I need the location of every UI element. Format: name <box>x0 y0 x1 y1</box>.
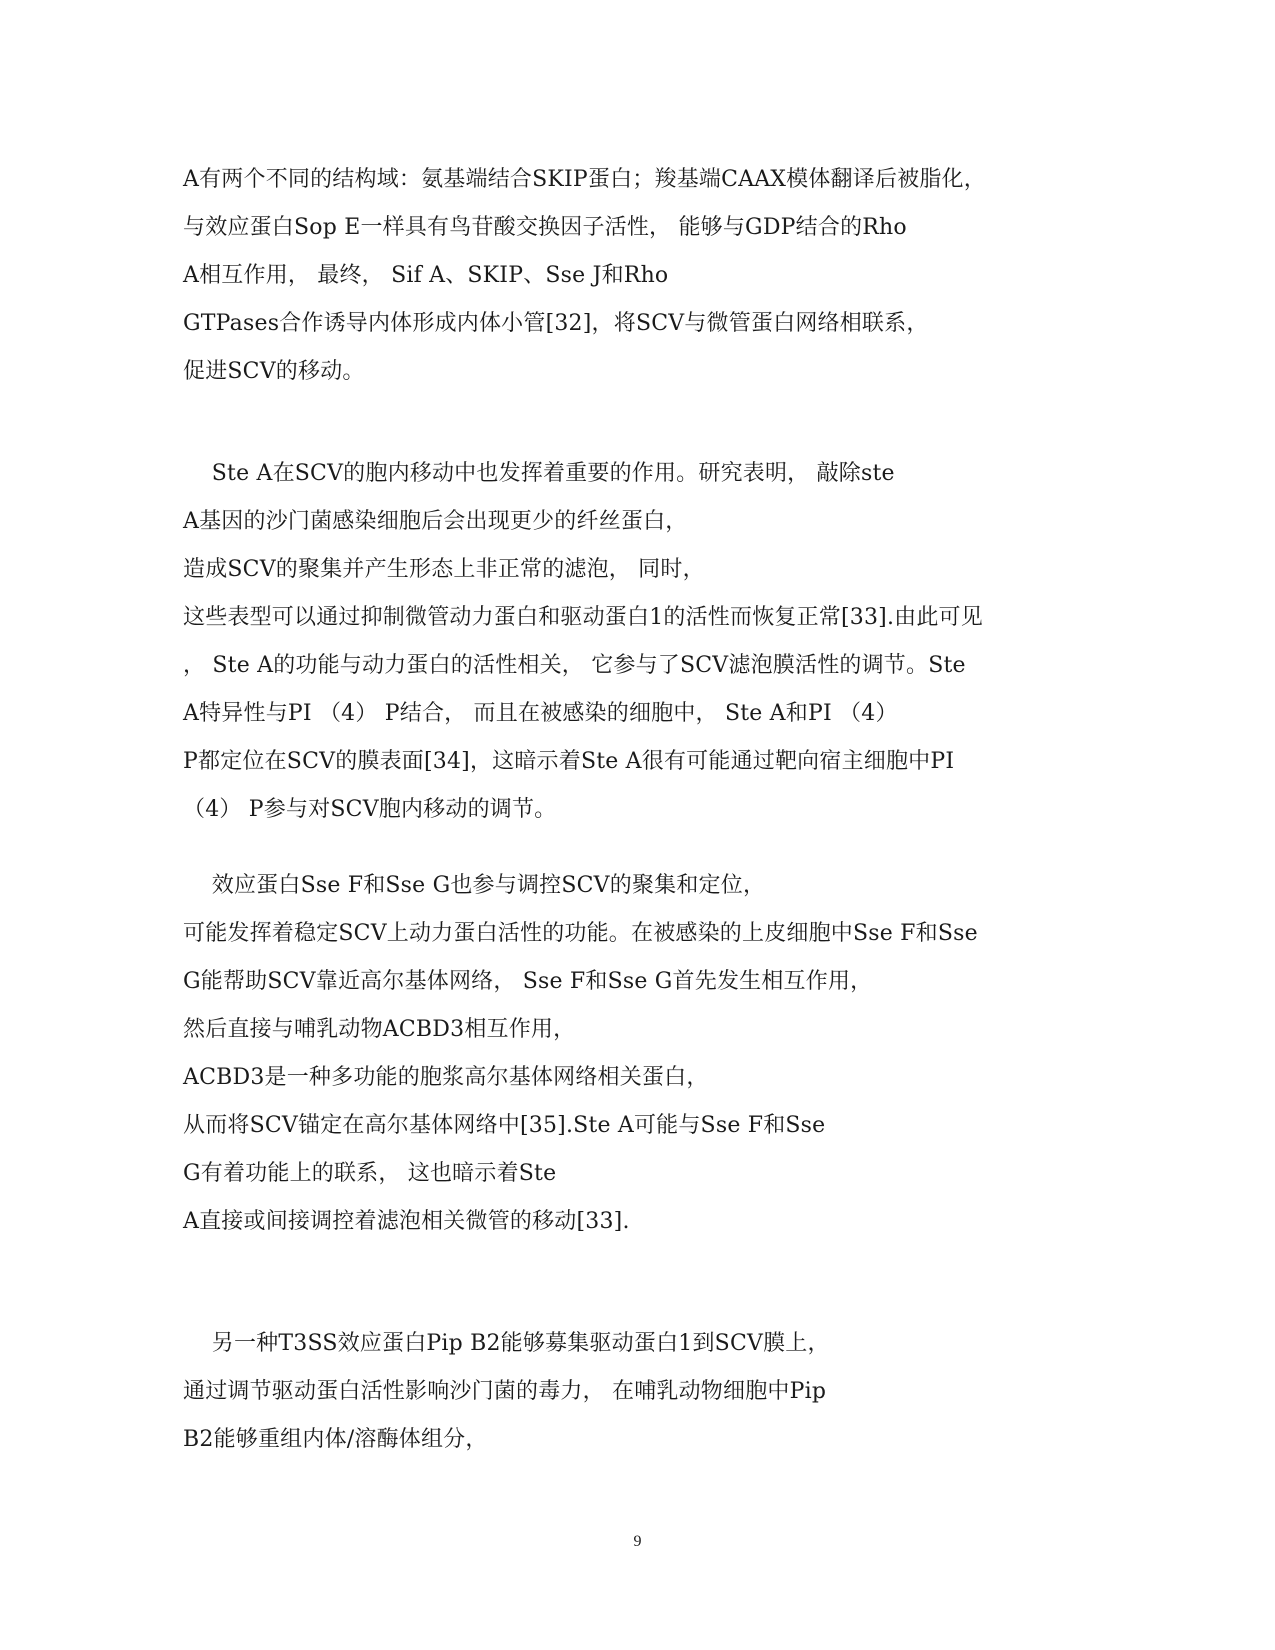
text-line: 通过调节驱动蛋白活性影响沙门菌的毒力， 在哺乳动物细胞中Pip <box>183 1379 827 1404</box>
text-line: （4） P参与对SCV胞内移动的调节。 <box>183 797 557 822</box>
text-line: A特异性与PI （4） P结合， 而且在被感染的细胞中， Ste A和PI （4） <box>183 701 898 726</box>
text-line: G能帮助SCV靠近高尔基体网络， Sse F和Sse G首先发生相互作用， <box>183 969 873 994</box>
paragraph-stea <box>183 450 1103 834</box>
text-line: 造成SCV的聚集并产生形态上非正常的滤泡， 同时， <box>183 557 705 582</box>
paragraph-pipb2 <box>183 1320 1103 1464</box>
text-line: Ste A在SCV的胞内移动中也发挥着重要的作用。研究表明， 敲除ste <box>183 461 895 486</box>
text-line: ACBD3是一种多功能的胞浆高尔基体网络相关蛋白， <box>183 1065 709 1090</box>
page-number: 9 <box>633 1533 642 1550</box>
text-line: 效应蛋白Sse F和Sse G也参与调控SCV的聚集和定位， <box>183 873 766 898</box>
text-line: A相互作用， 最终， Sif A、SKIP、Sse J和Rho <box>183 263 669 288</box>
text-line: 与效应蛋白Sop E一样具有鸟苷酸交换因子活性， 能够与GDP结合的Rho <box>183 215 907 240</box>
text-line: G有着功能上的联系， 这也暗示着Ste <box>183 1161 557 1186</box>
paragraph-ssef-sseg <box>183 862 1103 1246</box>
text-line: 这些表型可以通过抑制微管动力蛋白和驱动蛋白1的活性而恢复正常[33].由此可见 <box>183 605 983 630</box>
text-line: 促进SCV的移动。 <box>183 359 365 384</box>
text-line: 可能发挥着稳定SCV上动力蛋白活性的功能。在被感染的上皮细胞中Sse F和Sse <box>183 921 978 946</box>
text-line: P都定位在SCV的膜表面[34]，这暗示着Ste A很有可能通过靶向宿主细胞中PI <box>183 749 955 774</box>
text-line: B2能够重组内体/溶酶体组分， <box>183 1427 488 1452</box>
text-line: GTPases合作诱导内体形成内体小管[32]，将SCV与微管蛋白网络相联系， <box>183 311 929 336</box>
text-line: A直接或间接调控着滤泡相关微管的移动[33]. <box>183 1209 630 1234</box>
paragraph-sifa-skip <box>183 156 1103 396</box>
text-line: 另一种T3SS效应蛋白Pip B2能够募集驱动蛋白1到SCV膜上， <box>183 1331 830 1356</box>
text-line: 然后直接与哺乳动物ACBD3相互作用， <box>183 1017 576 1042</box>
text-line: A基因的沙门菌感染细胞后会出现更少的纤丝蛋白， <box>183 509 688 534</box>
text-line: A有两个不同的结构域：氨基端结合SKIP蛋白；羧基端CAAX模体翻译后被脂化， <box>183 167 986 192</box>
text-line: 从而将SCV锚定在高尔基体网络中[35].Ste A可能与Sse F和Sse <box>183 1113 826 1138</box>
text-line: ， Ste A的功能与动力蛋白的活性相关， 它参与了SCV滤泡膜活性的调节。Ste <box>183 653 966 678</box>
